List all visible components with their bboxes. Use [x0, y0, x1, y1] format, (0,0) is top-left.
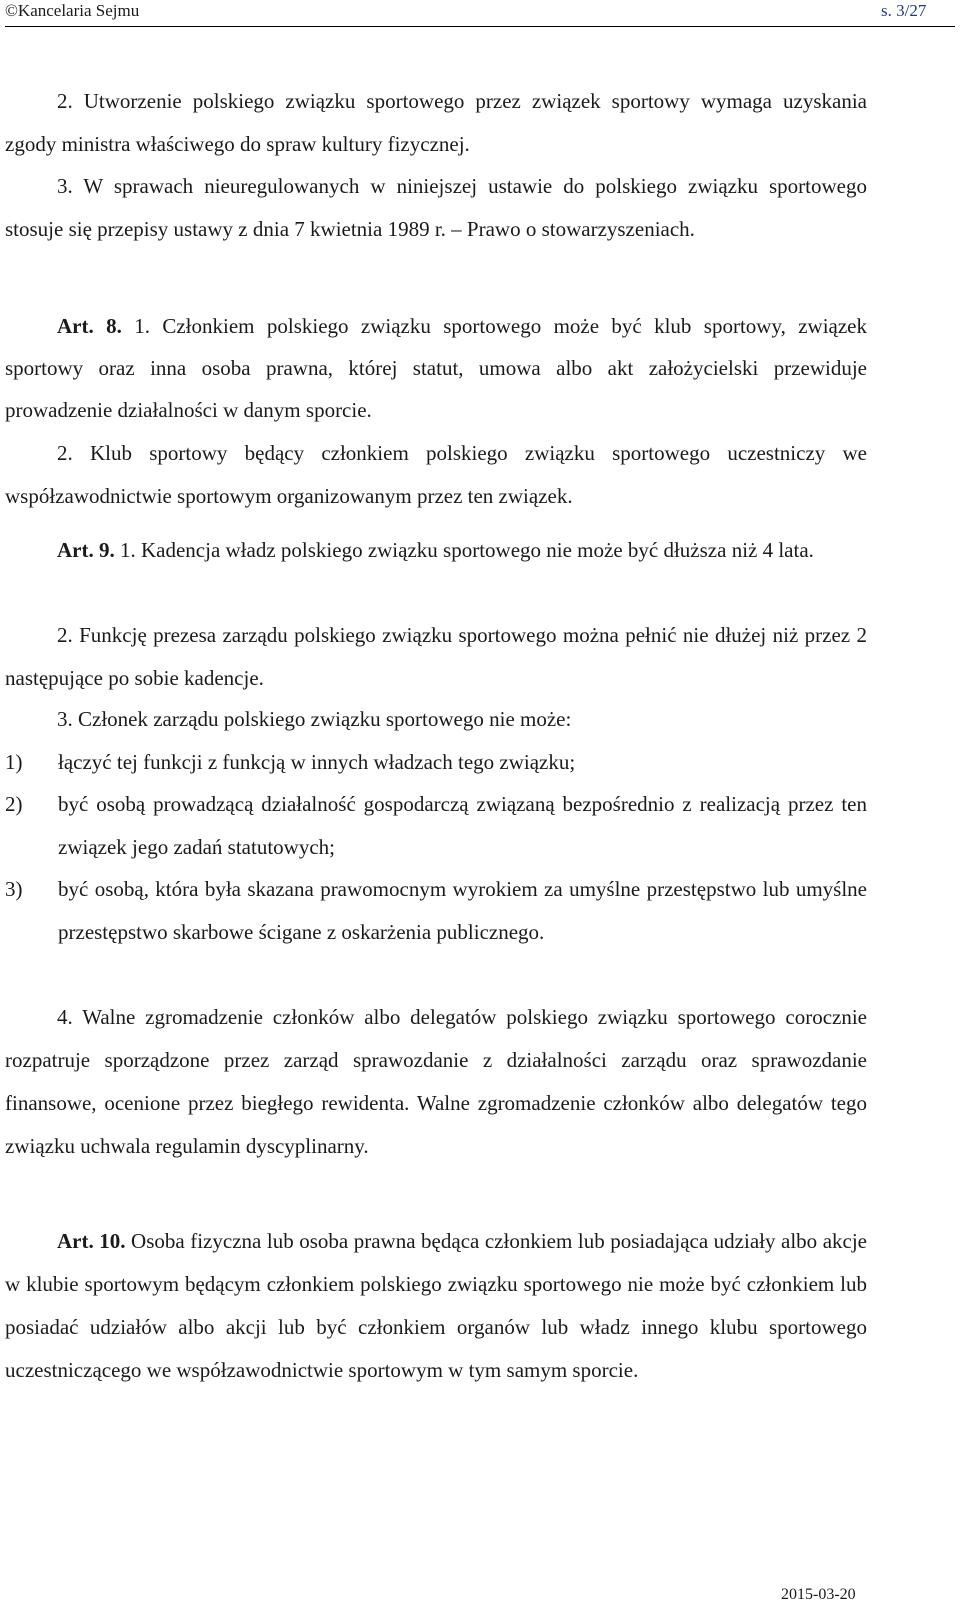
paragraph-art9-3: 3. Członek zarządu polskiego związku sportowego nie może:	[57, 707, 572, 731]
list-item-number: 3)	[5, 877, 23, 901]
paragraph-art9-1	[5, 529, 867, 572]
paragraph-art9-4: 4. Walne zgromadzenie członków albo delegatów polskiego związku sportowego corocznie rozpatruje sporządzone przez zarząd sprawozdanie z działalności zarządu oraz sprawozdanie finansowe, ocenione przez biegłego rewidenta. Walne zgromadzenie członków albo delegatów tego związku uchwala regulamin dyscyplinarny.	[5, 1005, 867, 1158]
paragraph-art7-3: 3. W sprawach nieuregulowanych w niniejszej ustawie do polskiego związku sportowego stosuje się przepisy ustawy z dnia 7 kwietnia 1989 r. – Prawo o stowarzyszeniach.	[5, 174, 867, 241]
article-8-text: 1. Członkiem polskiego związku sportowego może być klub sportowy, związek sportowy oraz inna osoba prawna, której statut, umowa albo akt założycielski przewiduje prowadzenie działalności w danym sporcie.	[5, 314, 868, 422]
header-copyright: ©Kancelaria Sejmu	[5, 1, 140, 20]
list-item-number: 2)	[5, 792, 23, 816]
list-item	[5, 868, 867, 954]
paragraph-art8-2: 2. Klub sportowy będący członkiem polskiego związku sportowego uczestniczy we współzawodnictwie sportowym organizowanym przez ten związek.	[5, 441, 867, 508]
footer-date: 2015-03-20	[781, 1586, 856, 1603]
article-10-text: Osoba fizyczna lub osoba prawna będąca członkiem lub posiadająca udziały albo akcje w klubie sportowym będącym członkiem polskiego związku sportowego nie może być członkiem lub posiadać udziałów albo akcji lub być członkiem organów lub władz innego klubu sportowego uczestniczącego we współzawodnictwie sportowym w tym samym sporcie.	[5, 1229, 867, 1382]
list-item-text: być osobą prowadzącą działalność gospodarczą związaną bezpośrednio z realizacją przez ten związek jego zadań statutowych;	[58, 792, 867, 859]
paragraph-art10	[5, 1220, 867, 1392]
paragraph-art7-2: 2. Utworzenie polskiego związku sportowego przez związek sportowy wymaga uzyskania zgody ministra właściwego do spraw kultury fizycznej.	[5, 89, 867, 156]
article-9-label: Art. 9.	[57, 538, 115, 562]
header-page-number[interactable]: s. 3/27	[881, 1, 927, 20]
article-9-text: 1. Kadencja władz polskiego związku sportowego nie może być dłuższa niż 4 lata.	[114, 538, 814, 562]
header-divider	[5, 26, 955, 27]
article-10-label: Art. 10.	[57, 1229, 126, 1253]
list-item-text: łączyć tej funkcji z funkcją w innych władzach tego związku;	[58, 750, 576, 774]
paragraph-art9-2: 2. Funkcję prezesa zarządu polskiego związku sportowego można pełnić nie dłużej niż przez 2 następujące po sobie kadencje.	[5, 623, 867, 690]
list-item-text: być osobą, która była skazana prawomocnym wyrokiem za umyślne przestępstwo lub umyślne przestępstwo skarbowe ścigane z oskarżenia publicznego.	[58, 877, 867, 944]
list-item-number: 1)	[5, 750, 23, 774]
list-item	[5, 783, 867, 869]
article-8-label: Art. 8.	[57, 314, 122, 338]
list-item	[5, 741, 867, 784]
paragraph-art8-1	[5, 305, 867, 431]
